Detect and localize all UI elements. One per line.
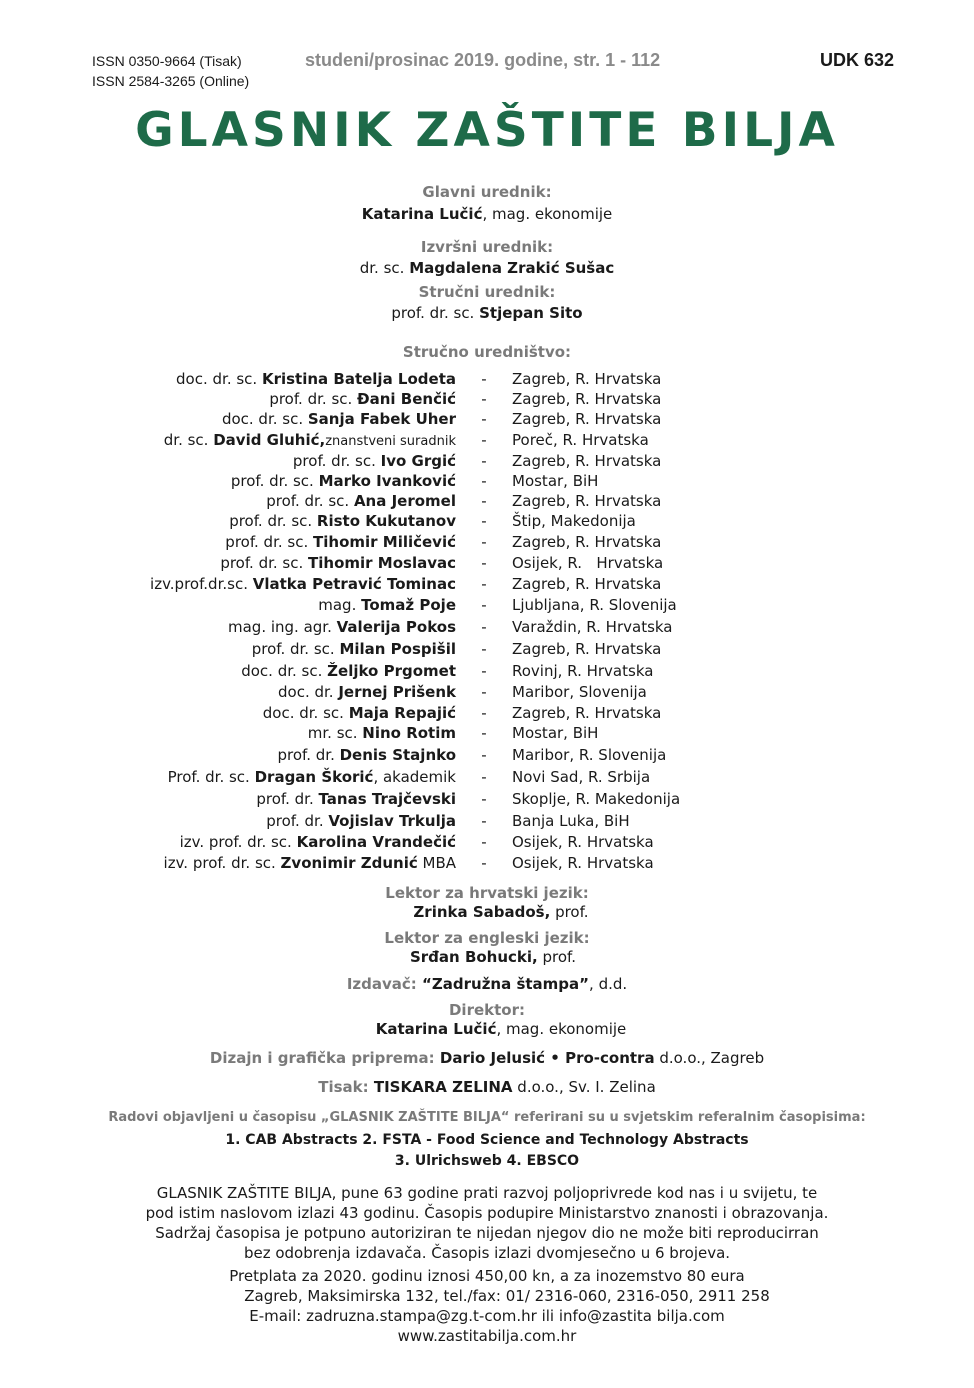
board-member-dash: - [481, 596, 487, 614]
board-member-name [164, 430, 456, 452]
board-member-fullname: Tomaž Poje [361, 596, 456, 614]
issn-block [92, 51, 249, 91]
issn-online: ISSN 2584-3265 (Online) [92, 73, 250, 89]
board-member-fullname: Vlatka Petravić Tominac [252, 575, 456, 593]
board-member-place: Ljubljana, R. Slovenija [512, 596, 677, 614]
board-member-place: Mostar, BiH [512, 472, 599, 490]
board-member-row [0, 471, 974, 492]
board-member-dash: - [481, 472, 487, 490]
board-member-row [0, 389, 974, 410]
board-member-place: Zagreb, R. Hrvatska [512, 492, 662, 510]
board-member-title: prof. dr. [256, 790, 319, 808]
board-member-title: mag. ing. agr. [228, 618, 337, 636]
board-member-dash: - [481, 512, 487, 530]
design-credit: Dizajn i grafička priprema: Dario Jelusić • Pro-contra d.o.o., Zagreb [209, 1049, 765, 1067]
board-member-title: izv. prof. dr. sc. [179, 833, 297, 851]
executive-editor: dr. sc. Magdalena Zrakić Sušac [359, 259, 615, 277]
board-member-dash: - [481, 533, 487, 551]
board-member-place: Zagreb, R. Hrvatska [512, 640, 662, 658]
chief-editor: Katarina Lučić, mag. ekonomije [361, 205, 613, 223]
board-member-name [220, 553, 456, 574]
board-member-place: Osijek, R. Hrvatska [512, 854, 654, 872]
board-member-name [168, 767, 456, 788]
board-member-name [308, 723, 456, 744]
board-member-row [0, 595, 974, 616]
board-member-name [318, 595, 456, 616]
board-member-place: Varaždin, R. Hrvatska [512, 618, 673, 636]
about-line: GLASNIK ZAŠTITE BILJA, pune 63 godine prati razvoj poljoprivrede kod nas i u svijetu, te [156, 1184, 818, 1202]
board-member-title: doc. dr. sc. [221, 410, 308, 428]
board-member-name [231, 471, 456, 492]
board-member-row [0, 745, 974, 766]
board-member-row [0, 369, 974, 390]
issn-print: ISSN 0350-9664 (Tisak) [92, 53, 242, 69]
board-member-name [222, 409, 456, 430]
board-member-title: prof. dr. sc. [266, 492, 354, 510]
board-member-dash: - [481, 575, 487, 593]
board-member-place: Zagreb, R. Hrvatska [512, 370, 662, 388]
board-member-row [0, 532, 974, 553]
board-member-title: prof. dr. [277, 746, 340, 764]
board-member-row [0, 451, 974, 472]
board-member-title: prof. dr. sc. [292, 452, 381, 470]
board-member-dash: - [481, 390, 487, 408]
board-member-fullname: Denis Stajnko [339, 746, 456, 764]
board-member-name [263, 703, 456, 724]
address: Zagreb, Maksimirska 132, tel./fax: 01/ 2316-060, 2316-050, 2911 258 [244, 1287, 770, 1305]
board-member-fullname: Ana Jeromel [353, 492, 456, 510]
board-member-suffix: MBA [417, 854, 456, 872]
board-member-place: Zagreb, R. Hrvatska [512, 410, 662, 428]
board-member-fullname: Kristina Batelja Lodeta [261, 370, 456, 388]
board-member-dash: - [481, 640, 487, 658]
board-member-fullname: Tanas Trajčevski [318, 790, 456, 808]
english-lector-label: Lektor za engleski jezik: [384, 929, 590, 947]
board-member-name [266, 491, 456, 512]
board-member-dash: - [481, 554, 487, 572]
executive-editor-label: Izvršni urednik: [420, 238, 554, 256]
board-member-name [266, 811, 456, 832]
board-member-place: Maribor, Slovenija [512, 683, 647, 701]
journal-title: GLASNIK ZAŠTITE BILJA [135, 103, 839, 158]
board-member-place: Zagreb, R. Hrvatska [512, 390, 662, 408]
board-member-fullname: Sanja Fabek Uher [307, 410, 456, 428]
english-lector: Srđan Bohucki, prof. [409, 948, 577, 966]
board-member-fullname: Vojislav Trkulja [328, 812, 456, 830]
board-member-suffix: znanstveni suradnik [325, 434, 456, 449]
udk-code: UDK 632 [820, 50, 895, 70]
board-member-fullname: Tihomir Miličević [313, 533, 456, 551]
board-member-row [0, 430, 974, 451]
board-member-title: prof. dr. [266, 812, 329, 830]
board-member-name [256, 789, 456, 810]
board-member-row [0, 832, 974, 853]
board-member-fullname: Zvonimir Zdunić [280, 854, 418, 872]
board-member-title: prof. dr. sc. [230, 472, 319, 490]
board-member-place: Maribor, R. Slovenija [512, 746, 667, 764]
board-member-dash: - [481, 768, 487, 786]
board-member-row [0, 853, 974, 874]
board-member-name [278, 682, 456, 703]
board-member-row [0, 409, 974, 430]
board-member-fullname: Jernej Prišenk [338, 683, 456, 701]
board-member-fullname: Željko Prgomet [327, 662, 456, 680]
about-line: pod istim naslovom izlazi 43 godinu. Časopis podupire Ministarstvo znanosti i obrazovanja. [145, 1204, 829, 1222]
board-member-row [0, 789, 974, 810]
board-member-place: Zagreb, R. Hrvatska [512, 452, 662, 470]
board-member-fullname: Dragan Škorić [254, 768, 374, 786]
board-member-dash: - [481, 492, 487, 510]
board-member-dash: - [481, 746, 487, 764]
board-member-name [228, 617, 456, 638]
board-member-dash: - [481, 452, 487, 470]
board-member-dash: - [481, 812, 487, 830]
board-member-fullname: Ivo Grgić [380, 452, 456, 470]
board-member-row [0, 574, 974, 595]
board-member-title: doc. dr. sc. [241, 662, 328, 680]
board-member-row [0, 553, 974, 574]
board-member-dash: - [481, 724, 487, 742]
board-member-fullname: Tihomir Moslavac [308, 554, 456, 572]
board-member-name [229, 511, 456, 532]
about-line: bez odobrenja izdavača. Časopis izlazi dvomjesečno u 6 brojeva. [243, 1244, 731, 1262]
board-member-dash: - [481, 431, 487, 449]
board-member-title: prof. dr. sc. [225, 533, 314, 551]
email[interactable]: E-mail: zadruzna.stampa@zg.t-com.hr ili info@zastita bilja.com [249, 1307, 725, 1325]
board-member-fullname: Milan Pospišil [339, 640, 456, 658]
board-member-fullname: Risto Kukutanov [316, 512, 456, 530]
board-member-dash: - [481, 370, 487, 388]
board-member-title: Prof. dr. sc. [167, 768, 255, 786]
about-paragraph [0, 1183, 974, 1263]
board-member-name [176, 369, 456, 390]
board-member-dash: - [481, 410, 487, 428]
board-member-title: mag. [318, 596, 362, 614]
board-member-dash: - [481, 790, 487, 808]
board-member-title: dr. sc. [163, 431, 214, 449]
board-member-place: Rovinj, R. Hrvatska [512, 662, 654, 680]
board-member-title: prof. dr. sc. [269, 390, 358, 408]
board-member-place: Banja Luka, BiH [512, 812, 630, 830]
board-member-fullname: Maja Repajić [348, 704, 456, 722]
board-member-row [0, 682, 974, 703]
board-member-fullname: David Gluhić, [213, 431, 326, 449]
board-member-place: Štip, Makedonija [512, 512, 636, 530]
board-member-name [164, 853, 456, 874]
board-member-name [150, 574, 456, 595]
board-member-suffix: , akademik [373, 768, 456, 786]
chief-editor-name: Katarina Lučić [361, 205, 483, 223]
board-member-row [0, 703, 974, 724]
board-member-fullname: Karolina Vrandečić [296, 833, 456, 851]
board-member-row [0, 811, 974, 832]
board-member-place: Poreč, R. Hrvatska [512, 431, 649, 449]
board-member-title: prof. dr. sc. [220, 554, 309, 572]
board-member-name [252, 639, 456, 660]
croatian-lector: Zrinka Sabadoš, prof. [413, 903, 589, 921]
board-member-place: Skoplje, R. Makedonija [512, 790, 681, 808]
board-member-name [225, 532, 456, 553]
subscription: Pretplata za 2020. godinu iznosi 450,00 kn, a za inozemstvo 80 eura [229, 1267, 745, 1285]
board-member-fullname: Nino Rotim [362, 724, 456, 742]
professional-editor-label: Stručni urednik: [418, 283, 556, 301]
board-member-row [0, 661, 974, 682]
board-member-dash: - [481, 618, 487, 636]
board-member-name [180, 832, 456, 853]
editorial-board-label: Stručno uredništvo: [402, 343, 572, 361]
board-member-title: izv.prof.dr.sc. [150, 575, 253, 593]
print-credit: Tisak: TISKARA ZELINA d.o.o., Sv. I. Zelina [318, 1078, 656, 1096]
board-member-place: Mostar, BiH [512, 724, 599, 742]
board-member-dash: - [481, 854, 487, 872]
professional-editor-name: Stjepan Sito [479, 304, 583, 322]
board-member-row [0, 617, 974, 638]
board-member-place: Zagreb, R. Hrvatska [512, 533, 662, 551]
director: Katarina Lučić, mag. ekonomije [375, 1020, 627, 1038]
professional-editor: prof. dr. sc. Stjepan Sito [391, 304, 583, 322]
chief-editor-label: Glavni urednik: [422, 183, 552, 201]
board-member-fullname: Marko Ivanković [318, 472, 456, 490]
board-member-fullname: Đani Benčić [357, 390, 456, 408]
croatian-lector-label: Lektor za hrvatski jezik: [385, 884, 589, 902]
indexing-line-1: 1. CAB Abstracts 2. FSTA - Food Science and Technology Abstracts [225, 1132, 749, 1148]
board-member-row [0, 511, 974, 532]
board-member-row [0, 767, 974, 788]
board-member-dash: - [481, 662, 487, 680]
board-member-dash: - [481, 704, 487, 722]
board-member-name [278, 745, 457, 766]
board-member-title: doc. dr. [278, 683, 339, 701]
board-member-title: mr. sc. [307, 724, 363, 742]
board-member-place: Zagreb, R. Hrvatska [512, 704, 662, 722]
board-member-place: Zagreb, R. Hrvatska [512, 575, 662, 593]
about-line: Sadržaj časopisa je potpuno autoriziran te nijedan njegov dio ne može biti reproducirran [155, 1224, 819, 1242]
board-member-name [241, 661, 456, 682]
board-member-name [269, 389, 456, 410]
board-member-name [293, 451, 456, 472]
board-member-title: doc. dr. sc. [176, 370, 262, 388]
board-member-fullname: Valerija Pokos [336, 618, 456, 636]
director-label: Direktor: [448, 1001, 525, 1019]
board-member-title: prof. dr. sc. [251, 640, 340, 658]
issue-info: studeni/prosinac 2019. godine, str. 1 - 112 [305, 50, 661, 70]
board-member-title: doc. dr. sc. [262, 704, 349, 722]
board-member-row [0, 491, 974, 512]
publisher: Izdavač: “Zadružna štampa”, d.d. [346, 975, 628, 993]
indexing-line-2: 3. Ulrichsweb 4. EBSCO [394, 1153, 580, 1169]
board-member-row [0, 639, 974, 660]
executive-editor-name: Magdalena Zrakić Sušac [409, 259, 615, 277]
website[interactable]: www.zastitabilja.com.hr [397, 1327, 577, 1345]
board-member-place: Osijek, R. Hrvatska [512, 833, 654, 851]
board-member-place: Novi Sad, R. Srbija [512, 768, 651, 786]
board-member-place: Osijek, R. Hrvatska [512, 554, 664, 572]
board-member-dash: - [481, 833, 487, 851]
board-member-dash: - [481, 683, 487, 701]
board-member-title: izv. prof. dr. sc. [163, 854, 281, 872]
board-member-row [0, 723, 974, 744]
board-member-title: prof. dr. sc. [229, 512, 317, 530]
indexing-intro: Radovi objavljeni u časopisu „GLASNIK ZAŠTITE BILJA“ referirani su u svjetskim referalnim časopisima: [108, 1110, 866, 1125]
